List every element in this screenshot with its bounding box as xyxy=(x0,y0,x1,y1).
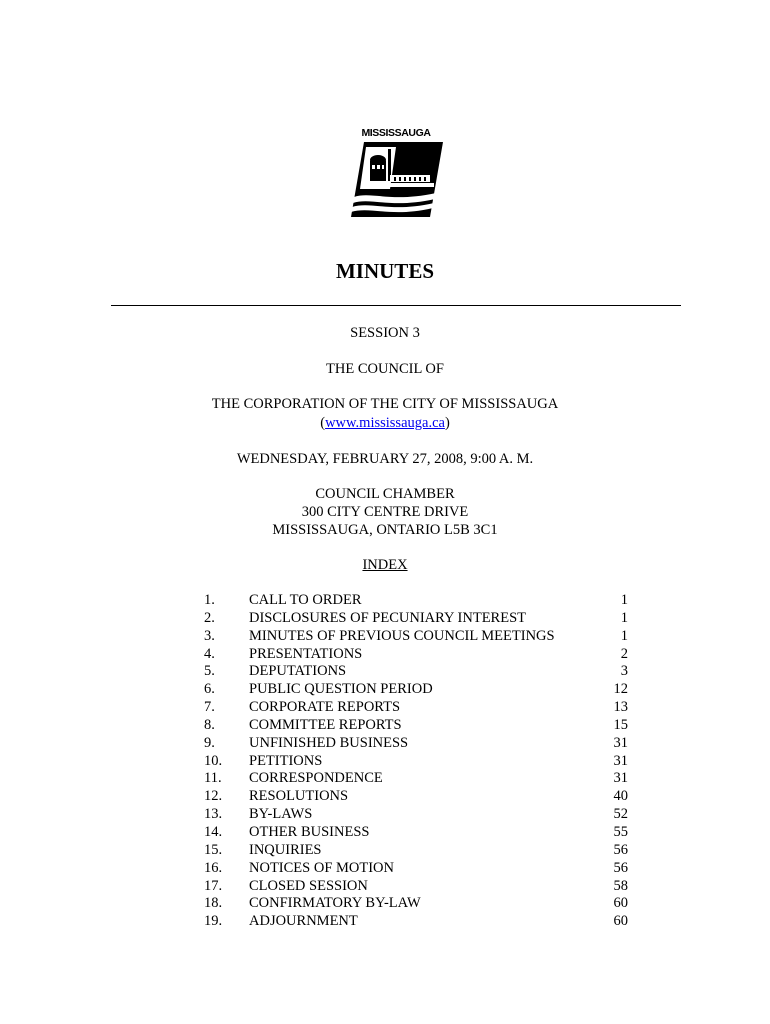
index-page-number: 15 xyxy=(613,716,628,733)
index-page-number: 12 xyxy=(613,681,628,698)
index-number: 11. xyxy=(204,770,222,787)
index-page-number: 31 xyxy=(613,770,628,787)
index-item-label: PUBLIC QUESTION PERIOD xyxy=(249,681,433,698)
index-page-number: 2 xyxy=(620,645,628,662)
index-row xyxy=(0,592,770,610)
index-number: 14. xyxy=(204,823,223,840)
location-line-2: 300 CITY CENTRE DRIVE xyxy=(301,504,469,520)
index-number: 6. xyxy=(204,681,215,698)
index-page-number: 1 xyxy=(620,609,628,626)
index-number: 13. xyxy=(204,806,223,823)
index-number: 8. xyxy=(204,716,215,733)
index-item-label: ADJOURNMENT xyxy=(249,913,358,930)
meeting-date: WEDNESDAY, FEBRUARY 27, 2008, 9:00 A. M. xyxy=(236,451,534,467)
website-line xyxy=(0,414,770,432)
index-number: 19. xyxy=(204,913,223,930)
corporation-label: THE CORPORATION OF THE CITY OF MISSISSAUGA xyxy=(211,396,559,412)
index-number: 1. xyxy=(204,592,215,608)
index-item-label: MINUTES OF PREVIOUS COUNCIL MEETINGS xyxy=(249,627,555,644)
index-page-number: 56 xyxy=(613,841,628,858)
index-number: 7. xyxy=(204,699,215,716)
index-number: 9. xyxy=(204,734,215,751)
index-row xyxy=(0,842,770,860)
index-row xyxy=(0,699,770,717)
index-page-number: 13 xyxy=(613,699,628,716)
index-page-number: 55 xyxy=(613,823,628,840)
index-number: 4. xyxy=(204,645,215,662)
index-item-label: UNFINISHED BUSINESS xyxy=(249,734,409,751)
index-item-label: COMMITTEE REPORTS xyxy=(249,716,402,733)
index-page-number: 31 xyxy=(613,734,628,751)
index-item-label: CORRESPONDENCE xyxy=(249,770,383,787)
index-item-label: DEPUTATIONS xyxy=(249,663,347,680)
index-number: 17. xyxy=(204,877,223,894)
page-title: MINUTES xyxy=(335,259,435,283)
title-divider xyxy=(111,305,681,306)
index-item-label: BY-LAWS xyxy=(249,806,313,823)
index-item-label: PRESENTATIONS xyxy=(249,645,363,662)
index-row xyxy=(0,860,770,878)
index-row xyxy=(0,735,770,753)
index-page-number: 60 xyxy=(613,895,628,912)
index-item-label: RESOLUTIONS xyxy=(249,788,349,805)
index-item-label: OTHER BUSINESS xyxy=(249,823,370,840)
index-row xyxy=(0,610,770,628)
index-item-label: CONFIRMATORY BY-LAW xyxy=(249,895,421,912)
index-page-number: 1 xyxy=(620,592,628,608)
index-heading xyxy=(0,556,770,574)
index-item-label: INQUIRIES xyxy=(249,841,322,858)
index-number: 12. xyxy=(204,788,223,805)
index-number: 2. xyxy=(204,609,215,626)
index-item-label: CLOSED SESSION xyxy=(249,877,368,894)
index-row xyxy=(0,717,770,735)
index-item-label: NOTICES OF MOTION xyxy=(249,859,394,876)
session-label: SESSION 3 xyxy=(350,325,420,341)
index-item-label: CORPORATE REPORTS xyxy=(249,699,401,716)
index-item-label: CALL TO ORDER xyxy=(249,592,362,608)
index-page-number: 1 xyxy=(620,627,628,644)
index-heading-text: INDEX xyxy=(362,557,408,573)
index-row xyxy=(0,895,770,913)
website-link[interactable]: www.mississauga.ca xyxy=(325,415,445,431)
index-row xyxy=(0,770,770,788)
index-row xyxy=(0,663,770,681)
index-page-number: 40 xyxy=(613,788,628,805)
index-row xyxy=(0,646,770,664)
index-row xyxy=(0,628,770,646)
index-number: 3. xyxy=(204,627,215,644)
index-row xyxy=(0,878,770,896)
index-item-label: DISCLOSURES OF PECUNIARY INTEREST xyxy=(249,609,527,626)
index-row xyxy=(0,788,770,806)
location-line-1: COUNCIL CHAMBER xyxy=(315,486,455,502)
index-page-number: 3 xyxy=(620,663,628,680)
index-number: 15. xyxy=(204,841,223,858)
index-number: 16. xyxy=(204,859,223,876)
city-emblem-icon xyxy=(346,139,446,223)
index-number: 5. xyxy=(204,663,215,680)
logo-wordmark: MISSISSAUGA xyxy=(361,127,431,139)
location-line-3: MISSISSAUGA, ONTARIO L5B 3C1 xyxy=(272,522,498,538)
website-paren-open: ( xyxy=(320,415,326,431)
index-row xyxy=(0,681,770,699)
index-page-number: 56 xyxy=(613,859,628,876)
index-number: 10. xyxy=(204,752,223,769)
city-logo xyxy=(346,127,446,223)
website-paren-close: ) xyxy=(444,415,450,431)
index-page-number: 58 xyxy=(613,877,628,894)
index-item-label: PETITIONS xyxy=(249,752,323,769)
index-row xyxy=(0,824,770,842)
index-number: 18. xyxy=(204,895,223,912)
index-row xyxy=(0,913,770,931)
index-row xyxy=(0,753,770,771)
council-label: THE COUNCIL OF xyxy=(326,361,444,377)
index-page-number: 31 xyxy=(613,752,628,769)
index-list xyxy=(0,592,770,931)
index-page-number: 60 xyxy=(613,913,628,930)
index-page-number: 52 xyxy=(613,806,628,823)
index-row xyxy=(0,806,770,824)
